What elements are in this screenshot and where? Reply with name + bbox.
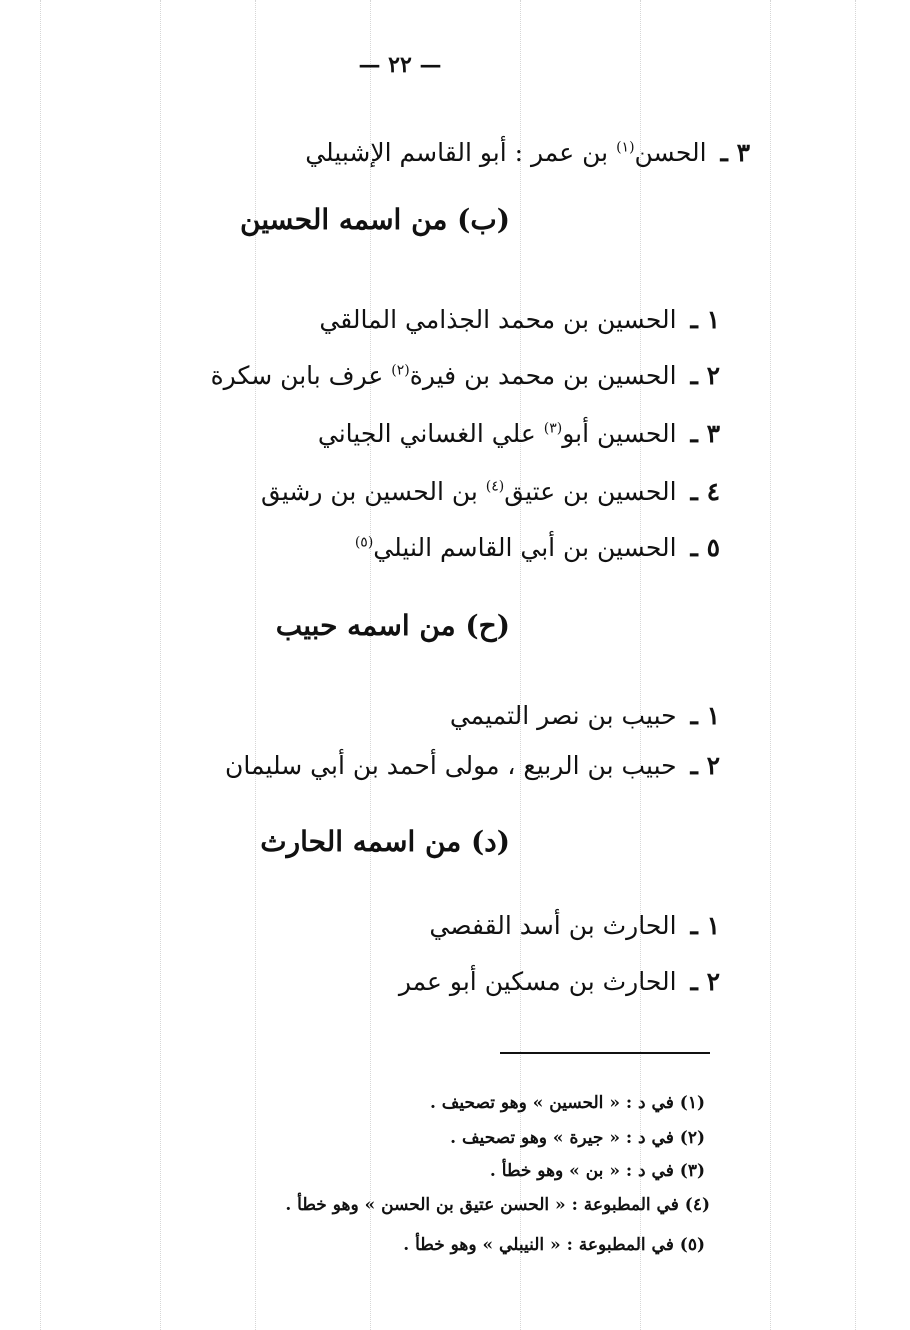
- entry-number: ٤ ـ: [690, 477, 720, 506]
- scan-guide: [770, 0, 771, 1330]
- footnote-ref: (٤): [485, 478, 505, 495]
- entry-number: ٢ ـ: [690, 967, 720, 996]
- entry-line: [200, 300, 720, 340]
- page-number: — ٢٢ —: [358, 52, 442, 78]
- entry-text: حبيب بن الربيع ، مولى أحمد بن أبي سليمان: [225, 751, 677, 780]
- entry-text: بن الحسين بن رشيق: [261, 477, 478, 506]
- footnote-divider: [500, 1052, 710, 1054]
- entry-line: [230, 133, 750, 173]
- footnote: (٣) في د : « بن » وهو خطأ .: [489, 1161, 705, 1181]
- entry-text: الحسن: [634, 138, 707, 167]
- entry-number: ٢ ـ: [690, 751, 720, 780]
- section-heading: (ب) من اسمه الحسين: [240, 203, 510, 236]
- entry-text: الحسين بن عتيق: [504, 477, 677, 506]
- scan-guide: [855, 0, 856, 1330]
- footnote: (٤) في المطبوعة : « الحسن عتيق بن الحسن » وهو خطأ .: [285, 1195, 710, 1215]
- entry-line: [200, 746, 720, 786]
- section-heading: (د) من اسمه الحارث: [260, 825, 510, 858]
- entry-number: ١ ـ: [690, 305, 720, 334]
- entry-line: [200, 962, 720, 1002]
- entry-number: ٣ ـ: [720, 138, 750, 167]
- entry-text: حبيب بن نصر التميمي: [449, 701, 677, 730]
- entry-line: [200, 906, 720, 946]
- entry-line: [200, 696, 720, 736]
- footnote: (٥) في المطبوعة : « النيبلي » وهو خطأ .: [403, 1235, 705, 1255]
- footnote: (٢) في د : « جيرة » وهو تصحيف .: [450, 1128, 705, 1148]
- entry-line: [200, 528, 720, 568]
- entry-number: ١ ـ: [690, 701, 720, 730]
- entry-text: الحسين أبو: [562, 419, 677, 448]
- entry-line: [200, 414, 720, 454]
- entry-line: [200, 472, 720, 512]
- entry-number: ٢ ـ: [690, 361, 720, 390]
- footnote-ref: (١): [616, 139, 635, 156]
- footnote-ref: (٣): [543, 420, 563, 437]
- entry-text: الحارث بن أسد القفصي: [429, 911, 677, 940]
- footnote: (١) في د : « الحسين » وهو تصحيف .: [429, 1093, 705, 1113]
- entry-number: ٥ ـ: [690, 533, 720, 562]
- entry-text: الحسين بن محمد بن فيرة: [409, 361, 677, 390]
- footnote-ref: (٥): [354, 534, 374, 551]
- entry-text: الحارث بن مسكين أبو عمر: [398, 967, 677, 996]
- entry-text: علي الغساني الجياني: [317, 419, 536, 448]
- entry-number: ٣ ـ: [690, 419, 720, 448]
- section-heading: (ح) من اسمه حبيب: [275, 609, 510, 642]
- entry-text: عرف بابن سكرة: [210, 361, 384, 390]
- entry-number: ١ ـ: [690, 911, 720, 940]
- footnote-ref: (٢): [391, 362, 410, 379]
- entry-text: الحسين بن محمد الجذامي المالقي: [319, 305, 677, 334]
- entry-line: [200, 356, 720, 396]
- entry-text: الحسين بن أبي القاسم النيلي: [373, 533, 677, 562]
- entry-text: بن عمر : أبو القاسم الإشبيلي: [305, 138, 609, 167]
